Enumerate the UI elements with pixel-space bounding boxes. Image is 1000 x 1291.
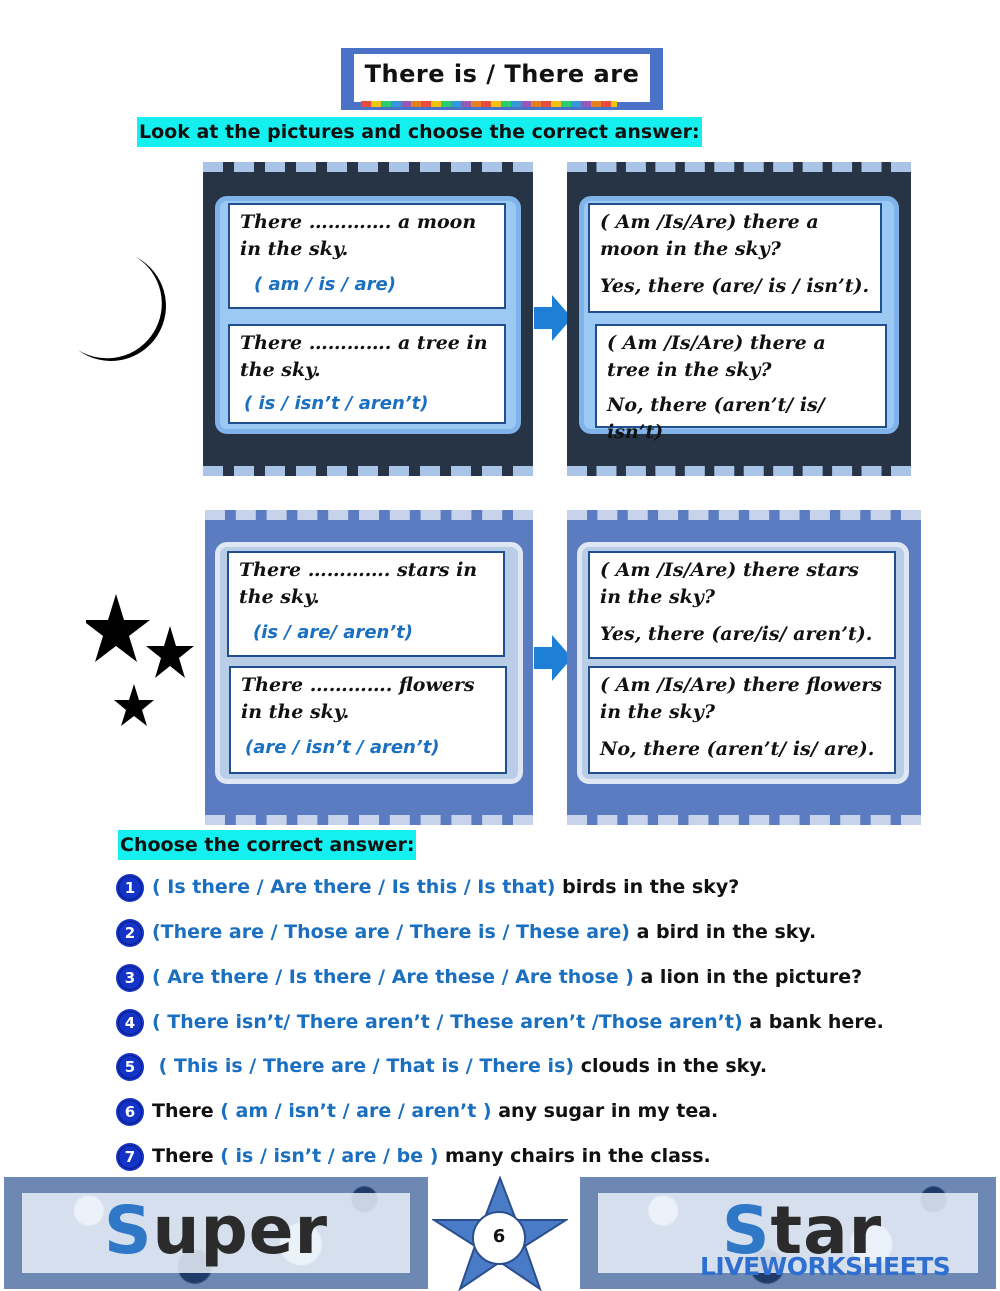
- card-stars: [227, 551, 505, 657]
- answer-options[interactable]: ( There isn’t/ There aren’t / These aren’t /Those aren’t): [152, 1011, 743, 1033]
- question-7: [118, 1143, 711, 1169]
- answer-options[interactable]: ( am / isn’t / are / aren’t ): [220, 1100, 492, 1122]
- answer-options[interactable]: ( Are there / Is there / Are these / Are those ): [152, 966, 634, 988]
- question-text: many chairs in the class.: [438, 1145, 711, 1167]
- number-badge: 3: [118, 966, 142, 990]
- panel1-right: [567, 162, 911, 476]
- moon-icon: [76, 255, 176, 370]
- card-question-moon: [588, 203, 882, 313]
- card-question: ( Am /Is/Are) there flowers in the sky?: [600, 674, 883, 723]
- card-tree: [228, 324, 506, 424]
- question-prefix: There: [152, 1100, 221, 1122]
- card-options[interactable]: (is / are/ aren’t): [253, 622, 414, 643]
- card-options[interactable]: (are / isn’t / aren’t): [245, 737, 440, 758]
- question-2: [118, 919, 816, 945]
- number-badge: 6: [118, 1100, 142, 1124]
- card-answer[interactable]: Yes, there (are/is/ aren’t).: [600, 623, 873, 645]
- footer-word-star: Star: [722, 1192, 883, 1269]
- panel2-right: [567, 510, 921, 825]
- liveworksheets-watermark: LIVEWORKSHEETS: [700, 1252, 951, 1281]
- title-frame: [341, 48, 663, 110]
- card-question: ( Am /Is/Are) there stars in the sky?: [600, 559, 859, 608]
- question-text: clouds in the sky.: [574, 1055, 768, 1077]
- question-text: any sugar in my tea.: [491, 1100, 719, 1122]
- answer-options[interactable]: ( This is / There are / That is / There is): [152, 1055, 575, 1077]
- number-badge: 5: [118, 1055, 142, 1079]
- card-text: There …………. a tree in the sky.: [240, 332, 488, 381]
- panel2-left: [205, 510, 533, 825]
- question-text: a bank here.: [742, 1011, 884, 1033]
- page-title: There is / There are: [354, 54, 650, 102]
- answer-options[interactable]: (There are / Those are / There is / These are): [152, 921, 630, 943]
- stars-icon: [86, 592, 196, 732]
- card-answer[interactable]: No, there (aren’t/ is/ isn’t): [607, 394, 825, 443]
- card-text: There …………. flowers in the sky.: [241, 674, 475, 723]
- card-answer[interactable]: No, there (aren’t/ is/ are).: [600, 738, 875, 760]
- card-question: ( Am /Is/Are) there a tree in the sky?: [607, 332, 826, 381]
- question-1: [118, 874, 739, 900]
- card-options[interactable]: ( am / is / are): [254, 274, 396, 295]
- number-badge: 7: [118, 1145, 142, 1169]
- answer-options[interactable]: ( is / isn’t / are / be ): [220, 1145, 439, 1167]
- question-4: [118, 1009, 884, 1035]
- card-flowers: [229, 666, 507, 774]
- card-text: There …………. stars in the sky.: [239, 559, 478, 608]
- number-badge: 1: [118, 876, 142, 900]
- question-5: [118, 1053, 767, 1079]
- number-badge: 4: [118, 1011, 142, 1035]
- card-text: There …………. a moon in the sky.: [240, 211, 477, 260]
- question-3: [118, 964, 862, 990]
- question-6: [118, 1098, 718, 1124]
- question-text: a lion in the picture?: [633, 966, 863, 988]
- page-number: 6: [492, 1226, 506, 1247]
- panel1-left: [203, 162, 533, 476]
- instruction-pictures: Look at the pictures and choose the correct answer:: [137, 117, 702, 147]
- pencil-border: [361, 101, 617, 107]
- question-prefix: There: [152, 1145, 221, 1167]
- question-text: birds in the sky?: [555, 876, 740, 898]
- card-question-flowers: [588, 666, 896, 774]
- card-question-stars: [588, 551, 896, 659]
- card-moon: [228, 203, 506, 309]
- instruction-choose: Choose the correct answer:: [118, 830, 416, 860]
- card-question: ( Am /Is/Are) there a moon in the sky?: [600, 211, 819, 260]
- question-text: a bird in the sky.: [629, 921, 817, 943]
- card-answer[interactable]: Yes, there (are/ is / isn’t).: [600, 275, 870, 297]
- card-question-tree: [595, 324, 887, 443]
- card-options[interactable]: ( is / isn’t / aren’t): [244, 393, 429, 414]
- number-badge: 2: [118, 921, 142, 945]
- footer-word-super: Super: [104, 1192, 329, 1269]
- answer-options[interactable]: ( Is there / Are there / Is this / Is that): [152, 876, 556, 898]
